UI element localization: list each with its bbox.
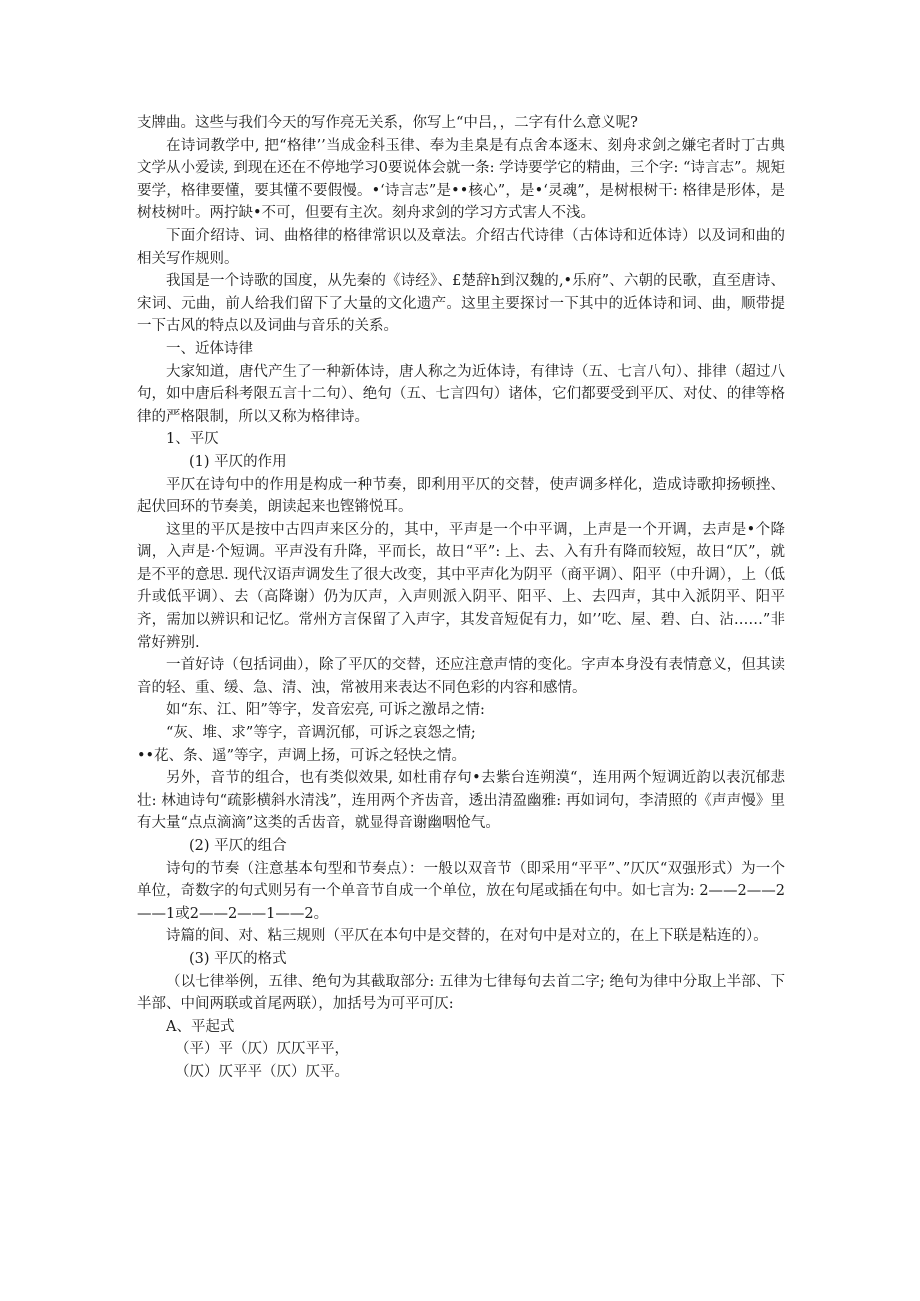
- subsection-heading: (1) 平仄的作用: [189, 453, 287, 470]
- paragraph: 支牌曲。这些与我们今天的写作亮无关系，你写上“中吕，，二字有什么意义呢?: [137, 115, 638, 131]
- paragraph: 一首好诗（包括词曲），除了平仄的交替，还应注意声情的变化。字声本身没有表情意义，但其读音的轻、重、缓、急、清、浊，常被用来表达不同色彩的内容和感情。: [137, 657, 785, 696]
- paragraph: 这里的平仄是按中古四声来区分的，其中，平声是一个中平调，上声是一个开调，去声是•个降调，入声是·个短调。平声没有升降，平而长，故日“平”: 上、去、入有升有降而较短，故日“仄”，就是不平的意思. 现代汉语声调发生了很大改变，其中平声化为阴平（商平调）、阳平（中升调），上（低升或低平调）、去（高降谢）仍为仄声，入声则派入阴平、阳平、上、去四声，其中入派阴平、阳平齐，需加以辨识和记忆。常州方言保留了入声字，其发音短促有力，如’’吃、屋、碧、白、沾……”非常好辨别.: [137, 521, 785, 651]
- paragraph: 大家知道，唐代产生了一种新体诗，唐人称之为近体诗，有律诗（五、七言八句）、排律（超过八句，如中唐后科考限五言十二句）、绝句（五、七言四句）诸体，它们都要受到平仄、对仗、的律等格律的严格限制，所以又称为格律诗。: [137, 363, 785, 425]
- paragraph: ••花、条、遥”等字，声调上扬，可诉之轻快之情。: [137, 747, 467, 764]
- paragraph: （以七律举例，五律、绝句为其截取部分: 五律为七律每句去首二字; 绝句为律中分取上半部、下半部、中间两联或首尾两联），加括号为可平可仄:: [137, 973, 785, 1013]
- paragraph: 在诗词教学中, 把“格律’’当成金科玉律、奉为圭臬是有点舍本逐末、刻舟求剑之嫌宅者时丁古典文学从小爱读, 到现在还在不停地学习0要说体会就一条: 学诗要学它的精曲，三个字: “诗言志”。规矩要学，格律要懂，要其懂不要假慢。•‘诗言志”是••核心”，是•‘灵魂”，是树根树干: 格律是形体，是树枝树叶。两拧缺•不可，但要有主次。刻舟求剑的学习方式害人不浅。: [137, 137, 785, 222]
- paragraph: 下面介绍诗、词、曲格律的格律常识以及章法。介绍古代诗律（古体诗和近体诗）以及词和曲的相关写作规则。: [137, 227, 785, 267]
- document-body: [137, 112, 785, 1084]
- paragraph: 诗句的节奏（注意基本句型和节奏点）：一般以双音节（即采用“平平”、”仄仄“双强形式）为一个单位，奇数字的句式则另有一个单音节自成一个单位，放在句尾或插在句中。如七言为: 2——2——2——1或2——2——1——2。: [137, 860, 785, 922]
- paragraph: 另外，音节的组合，也有类似效果, 如杜甫存句•去紫台连朔漠“，连用两个短调近韵以表沉郁悲壮: 林迪诗句“疏影横斜水清浅”，连用两个齐齿音，透出清盈幽雅: 再如词句，李清照的《声声慢》里有大量“点点滴滴”这类的舌齿音，就显得音谢幽咽怆气。: [137, 770, 785, 832]
- pattern-line: （平）平（仄）仄仄平平，: [175, 1041, 349, 1058]
- subsection-heading: (2) 平仄的组合: [189, 838, 287, 854]
- pattern-line: （仄）仄平平（仄）仄平。: [175, 1063, 349, 1080]
- subsection-heading: A、平起式: [166, 1018, 235, 1035]
- paragraph: 我国是一个诗歌的国度，从先秦的《诗经》、£楚辞h到汉魏的,•乐府”、六朝的民歌，直至唐诗、宋词、元曲，前人给我们留下了大量的文化遗产。这里主要探讨一下其中的近体诗和词、曲，顺带提一下古风的特点以及词曲与音乐的关系。: [137, 273, 785, 335]
- subsection-heading: (3) 平仄的格式: [189, 950, 287, 967]
- paragraph: 诗篇的间、对、粘三规则（平仄在本句中是交替的，在对句中是对立的，在上下联是粘连的）。: [166, 928, 768, 945]
- paragraph: “灰、堆、求”等字，音调沉郁，可诉之哀怨之情;: [166, 725, 476, 742]
- paragraph: 如“东、江、阳”等字，发音宏亮, 可诉之激昂之情:: [166, 702, 485, 719]
- paragraph: 平仄在诗句中的作用是构成一种节奏，即利用平仄的交替，使声调多样化，造成诗歌抑扬顿挫、起伏回环的节奏美，朗读起来也铿锵悦耳。: [137, 476, 785, 516]
- section-heading: 一、近体诗律: [166, 340, 253, 357]
- subsection-heading: 1、平仄: [166, 431, 219, 448]
